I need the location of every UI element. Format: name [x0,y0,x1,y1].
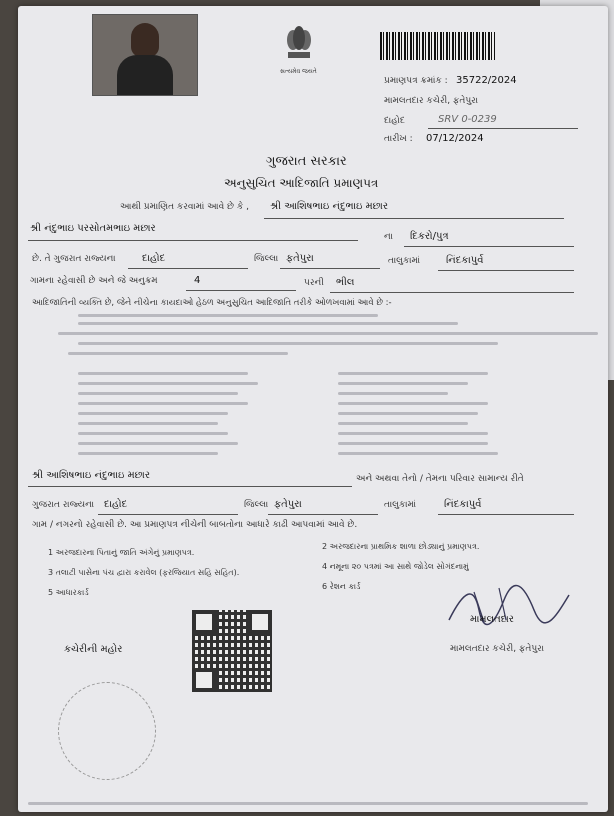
tribe: ભીલ [336,277,355,288]
certificate-number-label: પ્રમાણપત્ર ક્રમાંક : [384,76,448,86]
certificate-page [18,6,608,812]
certificate-date: 07/12/2024 [426,133,484,144]
government-title: ગુજરાત સરકાર [266,154,347,169]
basis-item: 6 રેશન કાર્ડ [322,582,361,591]
certificate-title: અનુસુચિત આદિજાતિ પ્રમાણપત્ર [224,176,379,190]
recognized-text: આદિજાતિની વ્યક્તિ છે, જેને નીચેના કાયદાઓ હેઠળ અનુસુચિત આદિજાતિ તરીકે ઓળખવામાં આવે છે :- [32,298,392,308]
date-label: તારીખ : [384,134,413,144]
qr-code [192,610,272,692]
district-label: જિલ્લા [254,254,279,264]
photo-head [131,23,159,57]
basis-item: 5 આધારકાર્ડ [48,588,89,597]
district: દાહોદ [142,253,166,264]
basis-item: 4 નમૂના ૨૦ પત્રમાં આ સાથે જોડેલ સોગંદનામું [322,562,469,571]
office-seal-label: કચેરીની મહોર [64,644,123,655]
office-line-1: મામલતદાર કચેરી, ફતેપુરા [384,96,479,106]
serial-number: 4 [194,275,201,286]
residence-name: શ્રી આશિષભાઇ નંદુભાઇ મછાર [32,470,151,481]
residence-state-text: ગુજરાત રાજ્યના [32,500,95,510]
tribe-label: પરની [304,278,324,288]
basis-item: 2 અરજદારના પ્રાથમિક શાળા છોડ્યાનું પ્રમાણપત્ર. [322,542,480,551]
signature-title: મામલતદાર [470,614,514,625]
basis-item: 3 તલાટી પાસેના પંચ દ્વારા કરાવેલ (ફરજિયાત સહિ સહિત). [48,568,240,577]
residence-district-label: જિલ્લા [244,500,269,510]
applicant-photo [92,14,198,96]
certificate-number: 35722/2024 [456,75,517,86]
father-name: શ્રી નંદુભાઇ પરસોતમભાઇ મછાર [30,223,156,234]
office-stamp [58,682,156,780]
national-emblem-icon [282,22,316,62]
basis-item: 1 અરજદારના પિતાનું જાતિ અંગેનું પ્રમાણપત્ર. [48,548,195,557]
emblem-caption: સત્યમેવ જયતે [280,68,317,75]
basis-text: ગામ / નગરનો રહેવાસી છે. આ પ્રમાણપત્ર નીચેની બાબતોના આધારે કાઢી આપવામાં આવે છે. [32,520,358,530]
village: નિંદકાપુર્વ [446,255,484,266]
photo-body [117,55,173,95]
taluka: ફતેપુરા [286,253,314,264]
barcode [380,32,495,60]
residence-district: દાહોદ [104,499,128,510]
relation-suffix: ના [384,232,393,242]
office-line-2: દાહોદ [384,116,405,126]
serial-prefix: ગામના રહેવાસી છે અને જે અનુક્રમ [30,276,158,286]
state-prefix: છે. તે ગુજરાત રાજ્યના [32,254,116,264]
residence-taluka-label: તાલુકામાં [384,500,417,510]
inward-number: SRV 0-0239 [438,114,497,125]
residence-village: નિંદકાપુર્વ [444,499,482,510]
residence-taluka: ફતેપુરા [274,499,302,510]
certify-text: આથી પ્રમાણિત કરવામાં આવે છે કે , [120,202,249,212]
officer-line: મામલતદાર કચેરી, ફતેપુરા [450,644,545,654]
relation: દિકરો/પુત્ર [410,231,449,242]
taluka-label: તાલુકામાં [388,256,421,266]
family-text: અને અથવા તેનો / તેમના પરિવાર સામાન્ય રીતે [356,474,524,484]
applicant-name: શ્રી આશિષભાઇ નંદુભાઇ મછાર [270,201,389,212]
